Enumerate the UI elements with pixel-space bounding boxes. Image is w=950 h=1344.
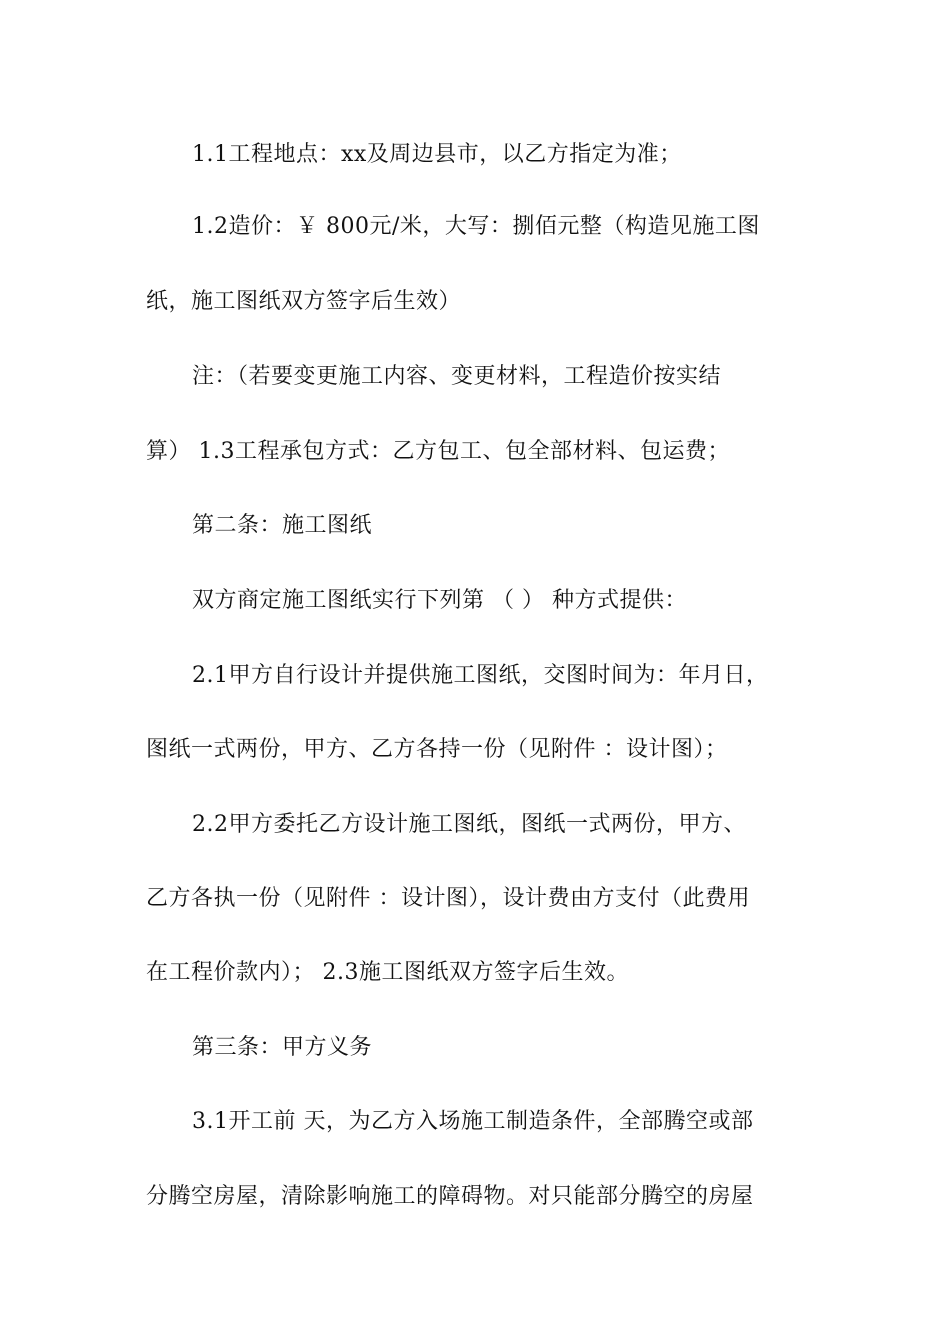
clause-2-1: 2.1甲方自行设计并提供施工图纸，交图时间为：年月日， (192, 663, 769, 688)
article-2-intro: 双方商定施工图纸实行下列第 （ ） 种方式提供： (192, 588, 687, 613)
note-change-clause: 注：（若要变更施工内容、变更材料，工程造价按实结 (192, 364, 722, 389)
clause-2-2: 2.2甲方委托乙方设计施工图纸，图纸一式两份，甲方、 (192, 812, 746, 837)
clause-2-3: 在工程价款内）； 2.3施工图纸双方签字后生效。 (146, 960, 629, 985)
article-3-heading: 第三条：甲方义务 (192, 1035, 373, 1060)
clause-1-2-price-continued: 纸，施工图纸双方签字后生效） (146, 289, 462, 314)
article-2-heading: 第二条：施工图纸 (192, 513, 373, 538)
clause-2-2-continued: 乙方各执一份（见附件 ：设计图），设计费由方支付（此费用 (146, 886, 750, 911)
clause-2-1-continued: 图纸一式两份，甲方、乙方各持一份（见附件 ：设计图）； (146, 737, 728, 762)
clause-3-1: 3.1开工前 天，为乙方入场施工制造条件，全部腾空或部 (192, 1109, 754, 1134)
clause-3-1-continued: 分腾空房屋，清除影响施工的障碍物。对只能部分腾空的房屋 (146, 1184, 754, 1209)
clause-1-1-location: 1.1工程地点：xx及周边县市，以乙方指定为准； (192, 142, 682, 167)
clause-1-2-price: 1.2造价：￥ 800元/米，大写：捌佰元整（构造见施工图 (192, 214, 760, 239)
clause-1-3-contract-method: 算） 1.3工程承包方式：乙方包工、包全部材料、包运费； (146, 439, 730, 464)
